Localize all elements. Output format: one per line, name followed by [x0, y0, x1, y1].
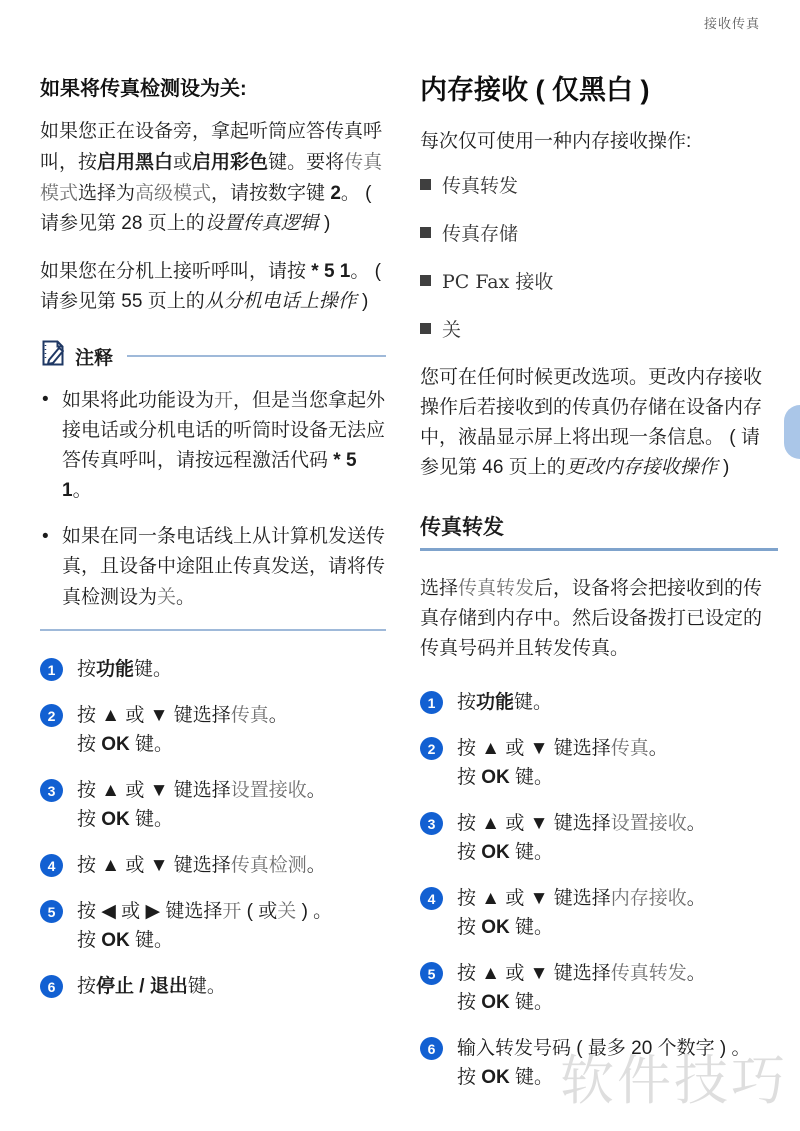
square-bullet-icon: [420, 275, 431, 286]
fax-forward-subheading: 传真转发: [420, 516, 504, 539]
memory-option-fax-forward: 传真转发: [420, 171, 778, 198]
left-paragraph-2: 如果您在分机上接听呼叫，请按 * 5 1。 ( 请参见第 55 页上的从分机电话上操作 ): [40, 261, 381, 312]
step-text: 按功能键。: [457, 692, 553, 713]
step-text: 按 ▲ 或 ▼ 键选择传真转发。 按 OK 键。: [457, 962, 706, 1013]
step-number-badge: 3: [40, 779, 63, 802]
step-number-badge: 3: [420, 812, 443, 835]
note-header: [40, 339, 386, 373]
square-bullet-icon: [420, 179, 431, 190]
step-number-badge: 6: [420, 1037, 443, 1060]
left-section-heading: 如果将传真检测设为关:: [40, 78, 247, 100]
right-column: [420, 68, 778, 1109]
page-header-title: 接收传真: [703, 16, 760, 31]
step-item: [40, 897, 386, 955]
note-pencil-icon: [40, 339, 67, 373]
note-rule-line: [127, 355, 386, 357]
step-text: 输入转发号码 ( 最多 20 个数字 ) 。 按 OK 键。: [457, 1038, 751, 1088]
step-text: 按停止 / 退出键。: [77, 976, 226, 997]
right-paragraph-1: 您可在任何时候更改选项。更改内存接收操作后若接收到的传真仍存储在设备内存中，液晶显示屏上将出现一条信息。 ( 请参见第 46 页上的更改内存接收操作 ): [420, 367, 763, 478]
step-number-badge: 5: [420, 962, 443, 985]
step-text: 按 ▲ 或 ▼ 键选择传真检测。: [77, 854, 326, 876]
step-number-badge: 6: [40, 975, 63, 998]
watermark-text: 软件技巧: [560, 1051, 788, 1111]
step-item: [420, 959, 778, 1017]
step-item: [420, 884, 778, 942]
step-number-badge: 4: [420, 887, 443, 910]
bullet-dot-icon: •: [42, 389, 49, 410]
step-text: 按 ▲ 或 ▼ 键选择传真。 按 OK 键。: [457, 737, 668, 788]
step-item: [40, 851, 386, 880]
left-column: [40, 68, 386, 1109]
left-paragraph-1: 如果您正在设备旁，拿起听筒应答传真呼叫，按启用黑白或启用彩色键。要将传真模式选择为高级模式，请按数字键 2。 ( 请参见第 28 页上的设置传真逻辑 ): [40, 121, 383, 234]
step-text: 按 ▲ 或 ▼ 键选择内存接收。 按 OK 键。: [457, 887, 706, 938]
right-paragraph-2: 选择传真转发后，设备将会把接收到的传真存储到内存中。然后设备拨打已设定的传真号码并且转发传真。: [420, 577, 763, 659]
step-number-badge: 1: [420, 691, 443, 714]
step-text: 按 ▲ 或 ▼ 键选择设置接收。 按 OK 键。: [77, 779, 326, 830]
memory-option-off: 关: [420, 315, 778, 342]
step-text: 按 ◀ 或 ▶ 键选择开 ( 或关 ) 。 按 OK 键。: [77, 900, 333, 951]
step-item: [420, 734, 778, 792]
memory-option-fax-storage: 传真存储: [420, 219, 778, 246]
step-item: [420, 688, 778, 717]
step-text: 按功能键。: [77, 659, 173, 680]
step-number-badge: 5: [40, 900, 63, 923]
left-steps-list: [40, 655, 386, 1001]
right-steps-list: [420, 688, 778, 1092]
subheading-rule-line: [420, 548, 778, 551]
step-item: [420, 809, 778, 867]
step-number-badge: 2: [420, 737, 443, 760]
step-number-badge: 4: [40, 854, 63, 877]
bullet-dot-icon: •: [42, 526, 49, 547]
square-bullet-icon: [420, 227, 431, 238]
memory-receive-intro: 每次仅可使用一种内存接收操作:: [420, 131, 692, 152]
note-bullet-list: [40, 385, 386, 613]
note-title: 注释: [75, 347, 114, 369]
note-bullet-1: • 如果将此功能设为开，但是当您拿起外接电话或分机电话的听筒时设备无法应答传真呼叫，请按远程激活代码 * 5 1。: [40, 385, 386, 506]
square-bullet-icon: [420, 323, 431, 334]
memory-receive-options: [420, 171, 778, 342]
step-item: [40, 776, 386, 834]
note-bullet-2: • 如果在同一条电话线上从计算机发送传真，且设备中途阻止传真发送，请将传真检测设为关。: [40, 522, 386, 613]
step-item: [40, 701, 386, 759]
step-item: [40, 972, 386, 1001]
chapter-edge-tab: [784, 405, 800, 459]
step-number-badge: 2: [40, 704, 63, 727]
step-item: [40, 655, 386, 684]
step-number-badge: 1: [40, 658, 63, 681]
step-text: 按 ▲ 或 ▼ 键选择设置接收。 按 OK 键。: [457, 812, 706, 863]
note-bottom-rule-line: [40, 629, 386, 631]
memory-option-pcfax: PC Fax 接收: [420, 267, 778, 294]
note-block: [40, 339, 386, 631]
step-text: 按 ▲ 或 ▼ 键选择传真。 按 OK 键。: [77, 704, 288, 755]
memory-receive-heading: 内存接收 ( 仅黑白 ): [420, 75, 650, 105]
